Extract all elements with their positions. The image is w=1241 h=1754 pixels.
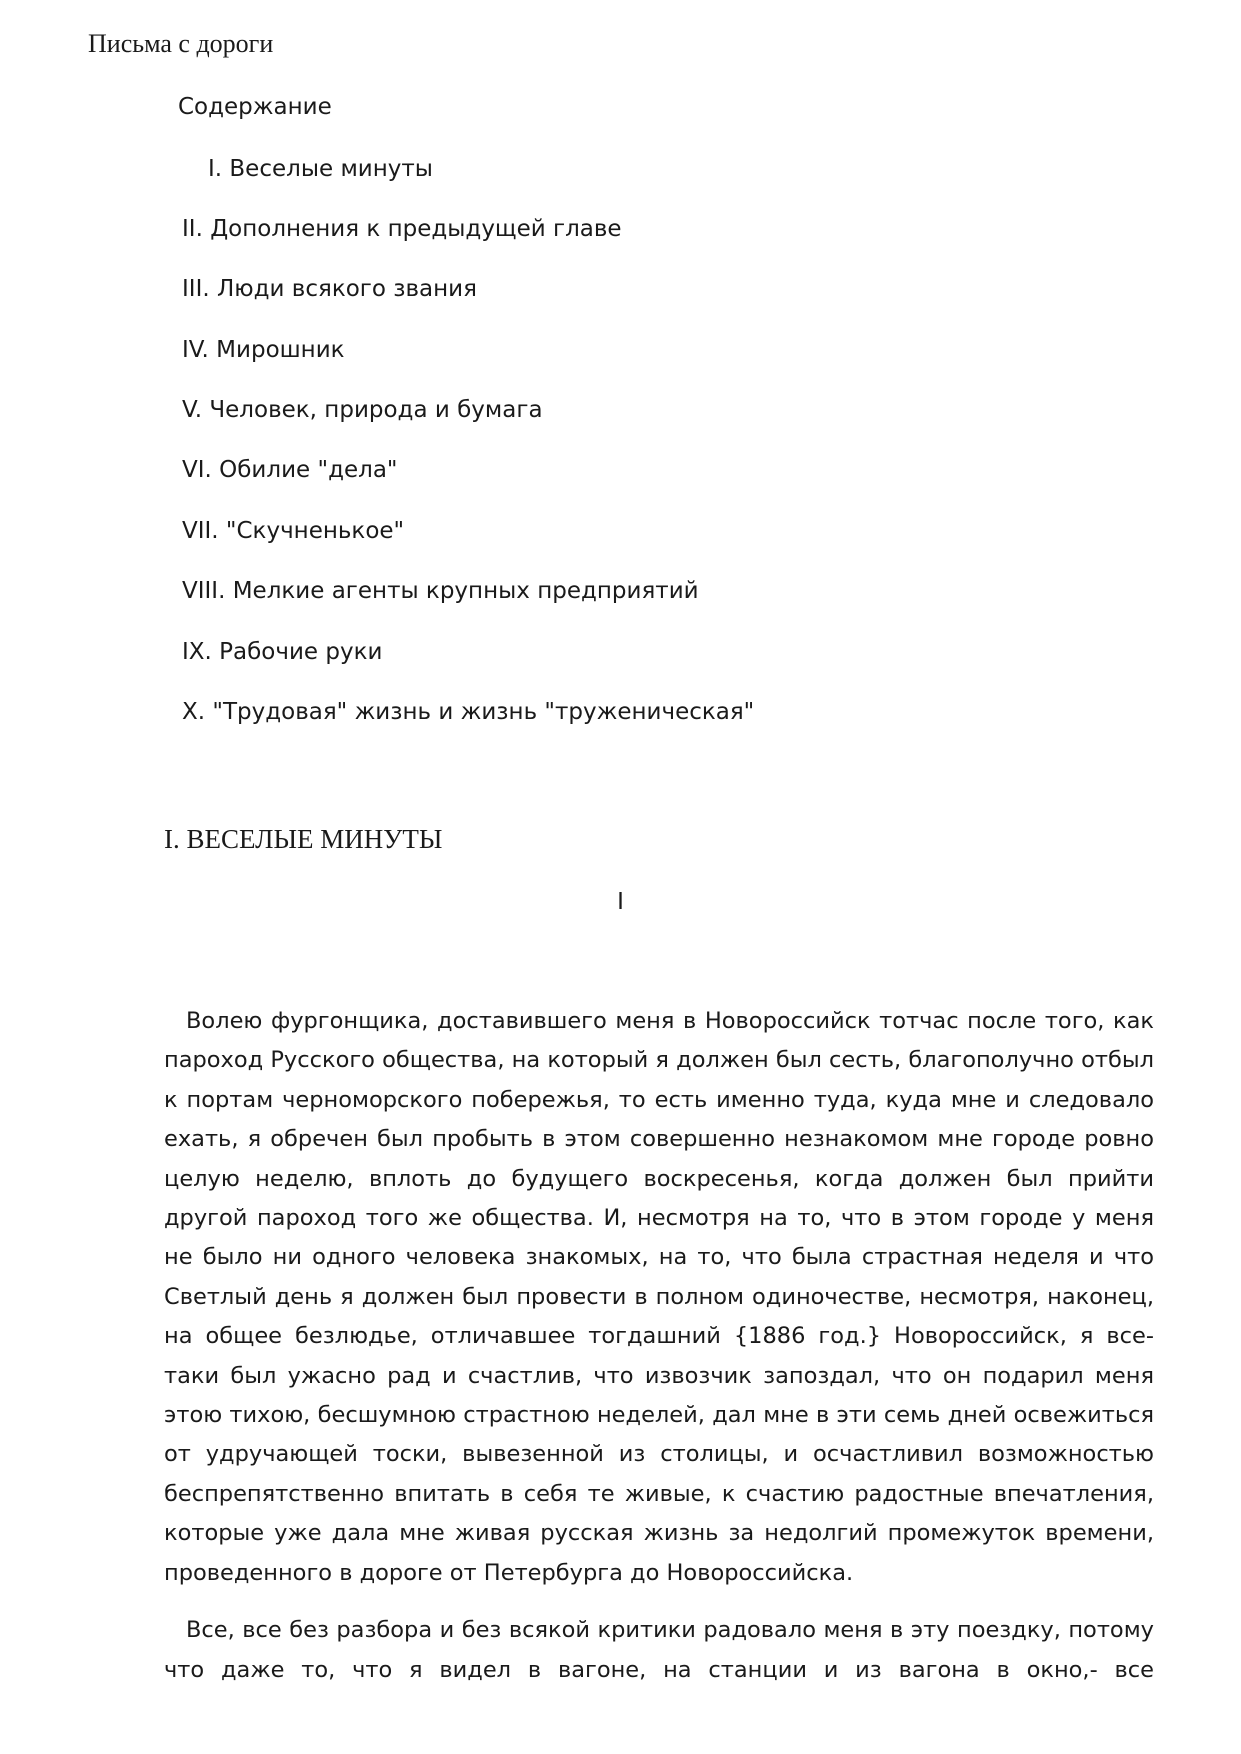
- toc-item[interactable]: VII. "Скучненькое": [182, 518, 405, 544]
- toc-item[interactable]: VIII. Мелкие агенты крупных предприятий: [182, 578, 699, 604]
- chapter-body: [164, 1002, 1154, 1708]
- toc-heading: Содержание: [178, 94, 332, 120]
- toc-item[interactable]: III. Люди всякого звания: [182, 276, 477, 302]
- toc-item[interactable]: IV. Мирошник: [182, 337, 345, 363]
- document-title: Письма с дороги: [88, 29, 274, 58]
- toc-item[interactable]: I. Веселые минуты: [208, 156, 433, 182]
- section-number: I: [617, 889, 624, 915]
- toc-item[interactable]: VI. Обилие "дела": [182, 457, 398, 483]
- toc-item[interactable]: X. "Трудовая" жизнь и жизнь "труженическая": [182, 699, 755, 725]
- body-paragraph: Все, все без разбора и без всякой критики радовало меня в эту поездку, потому что даже то, что я видел в вагоне, на станции и из вагона в окно,- все: [164, 1617, 1154, 1683]
- body-paragraph: Волею фургонщика, доставившего меня в Новороссийск тотчас после того, как пароход Русского общества, на который я должен был сесть, благополучно отбыл к портам черноморского побережья, то есть именно туда, куда мне и следовало ехать, я обречен был пробыть в этом совершенно незнакомом мне городе ровно целую неделю, вплоть до будущего воскресенья, когда должен был прийти другой пароход того же общества. И, несмотря на то, что в этом городе у меня не было ни одного человека знакомых, на то, что была страстная неделя и что Светлый день я должен был провести в полном одиночестве, несмотря, наконец, на общее безлюдье, отличавшее тогдашний {1886 год.} Новороссийск, я все-таки был ужасно рад и счастлив, что извозчик запоздал, что он подарил меня этою тихою, бесшумною страстною неделей, дал мне в эти семь дней освежиться от удручающей тоски, вывезенной из столицы, и осчастливил возможностью беспрепятственно впитать в себя те живые, к счастию радостные впечатления, которые уже дала мне живая русская жизнь за недолгий промежуток времени, проведенного в дороге от Петербурга до Новороссийска.: [164, 1008, 1154, 1586]
- toc-item[interactable]: V. Человек, природа и бумага: [182, 397, 543, 423]
- chapter-heading: I. ВЕСЕЛЫЕ МИНУТЫ: [164, 824, 443, 854]
- toc-item[interactable]: IX. Рабочие руки: [182, 639, 383, 665]
- toc-item[interactable]: II. Дополнения к предыдущей главе: [182, 216, 622, 242]
